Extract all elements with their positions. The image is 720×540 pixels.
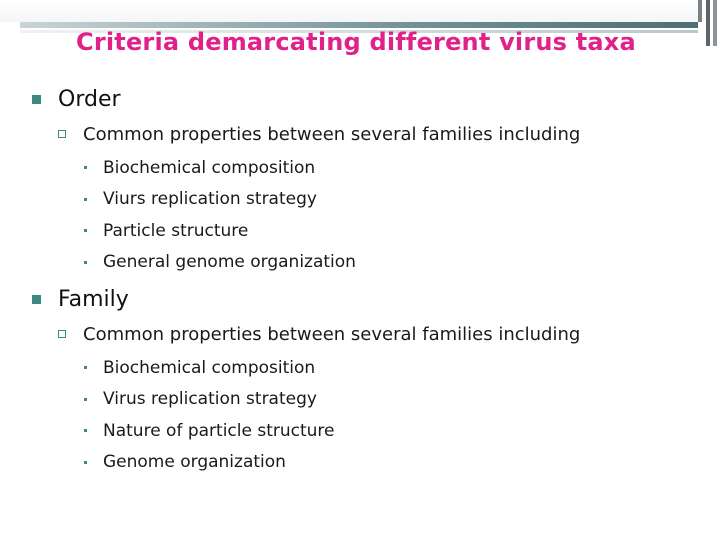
corner-bar xyxy=(706,0,710,46)
dot-bullet-icon xyxy=(84,398,87,401)
list-item: Viurs replication strategy xyxy=(103,189,317,210)
list-item: Particle structure xyxy=(103,220,249,241)
list-item: Biochemical composition xyxy=(103,157,316,178)
dot-bullet-icon xyxy=(84,366,87,369)
dot-bullet-icon xyxy=(84,229,87,232)
bullet-level2 xyxy=(30,316,690,352)
square-bullet-icon xyxy=(32,95,41,104)
list-item: Nature of particle structure xyxy=(103,420,335,441)
section-heading: Order xyxy=(58,86,121,112)
bullet-level3 xyxy=(30,152,690,184)
dot-bullet-icon xyxy=(84,429,87,432)
section-heading: Family xyxy=(58,286,129,312)
bullet-level3 xyxy=(30,447,690,479)
hollow-square-bullet-icon xyxy=(58,330,66,338)
corner-decoration xyxy=(698,0,720,48)
hollow-square-bullet-icon xyxy=(58,130,66,138)
list-item: General genome organization xyxy=(103,252,356,273)
bullet-level3 xyxy=(30,184,690,216)
bullet-level3 xyxy=(30,415,690,447)
corner-bar xyxy=(713,0,717,46)
bullet-level3 xyxy=(30,384,690,416)
dot-bullet-icon xyxy=(84,461,87,464)
dot-bullet-icon xyxy=(84,198,87,201)
bullet-level2 xyxy=(30,116,690,152)
bullet-level3 xyxy=(30,215,690,247)
bullet-level1 xyxy=(30,282,690,316)
section-subheading: Common properties between several families including xyxy=(83,123,581,145)
list-item: Genome organization xyxy=(103,452,286,473)
dot-bullet-icon xyxy=(84,166,87,169)
slide-title: Criteria demarcating different virus taxa xyxy=(76,28,636,56)
bullet-level1 xyxy=(30,82,690,116)
bullet-level3 xyxy=(30,352,690,384)
slide-body xyxy=(30,82,690,478)
list-item: Virus replication strategy xyxy=(103,389,317,410)
section-subheading: Common properties between several families including xyxy=(83,323,581,345)
corner-bar xyxy=(698,0,702,22)
bullet-level3 xyxy=(30,247,690,279)
list-item: Biochemical composition xyxy=(103,357,316,378)
dot-bullet-icon xyxy=(84,261,87,264)
square-bullet-icon xyxy=(32,295,41,304)
header-band xyxy=(0,0,700,22)
